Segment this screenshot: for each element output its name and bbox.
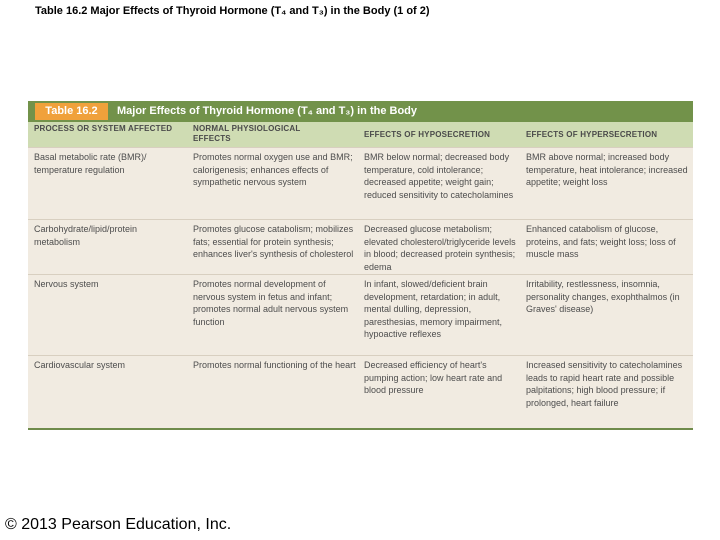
table-heading: Major Effects of Thyroid Hormone (T₄ and T₃) in the Body [117, 105, 417, 117]
cell-hypersecretion: Irritability, restlessness, insomnia, personality changes, exophthalmos (in Graves' disease) [526, 279, 680, 314]
cell-normal-effects: Promotes normal functioning of the heart [193, 360, 356, 370]
column-header-hypersecretion: EFFECTS OF HYPERSECRETION [526, 130, 658, 139]
cell-hypersecretion: Increased sensitivity to catecholamines leads to rapid heart rate and possible palpitations; high blood pressure; if prolonged, heart failure [526, 360, 683, 408]
cell-normal-effects: Promotes normal oxygen use and BMR; calorigenesis; enhances effects of sympathetic nervous system [193, 152, 353, 187]
column-header-process: PROCESS OR SYSTEM AFFECTED [34, 124, 173, 133]
cell-normal-effects: Promotes glucose catabolism; mobilizes fats; essential for protein synthesis; enhances liver's synthesis of cholesterol [193, 224, 354, 259]
table-number-tag: Table 16.2 [35, 103, 108, 120]
table-row [28, 147, 693, 216]
table-title-bar [28, 101, 693, 122]
cell-hyposecretion: Decreased glucose metabolism; elevated cholesterol/triglyceride levels in blood; decreased protein synthesis; edema [364, 224, 516, 272]
table-row [28, 274, 693, 355]
cell-process: Basal metabolic rate (BMR)/ temperature regulation [34, 152, 147, 175]
cell-hypersecretion: Enhanced catabolism of glucose, proteins, and fats; weight loss; loss of muscle mass [526, 224, 676, 259]
cell-hypersecretion: BMR above normal; increased body temperature, heat intolerance; increased appetite; weight loss [526, 152, 688, 187]
cell-hyposecretion: In infant, slowed/deficient brain development, retardation; in adult, mental dulling, depression, paresthesias, memory impairment, hypoactive reflexes [364, 279, 503, 339]
thyroid-effects-table [28, 101, 693, 430]
slide-title: Table 16.2 Major Effects of Thyroid Hormone (T₄ and T₃) in the Body (1 of 2) [35, 5, 430, 17]
column-header-hyposecretion: EFFECTS OF HYPOSECRETION [364, 130, 491, 139]
table-row [28, 355, 693, 429]
cell-process: Cardiovascular system [34, 360, 126, 370]
cell-normal-effects: Promotes normal development of nervous system in fetus and infant; promotes normal adult nervous system function [193, 279, 349, 327]
cell-hyposecretion: Decreased efficiency of heart's pumping action; low heart rate and blood pressure [364, 360, 503, 395]
cell-hyposecretion: BMR below normal; decreased body temperature, cold intolerance; decreased appetite; weight gain; reduced sensitivity to catecholamines [364, 152, 514, 200]
cell-process: Nervous system [34, 279, 99, 289]
copyright-notice: © 2013 Pearson Education, Inc. [5, 516, 232, 533]
column-header-row [28, 122, 693, 147]
column-header-normal: NORMAL PHYSIOLOGICAL EFFECTS [193, 124, 301, 143]
table-row [28, 219, 693, 275]
cell-process: Carbohydrate/lipid/protein metabolism [34, 224, 138, 247]
